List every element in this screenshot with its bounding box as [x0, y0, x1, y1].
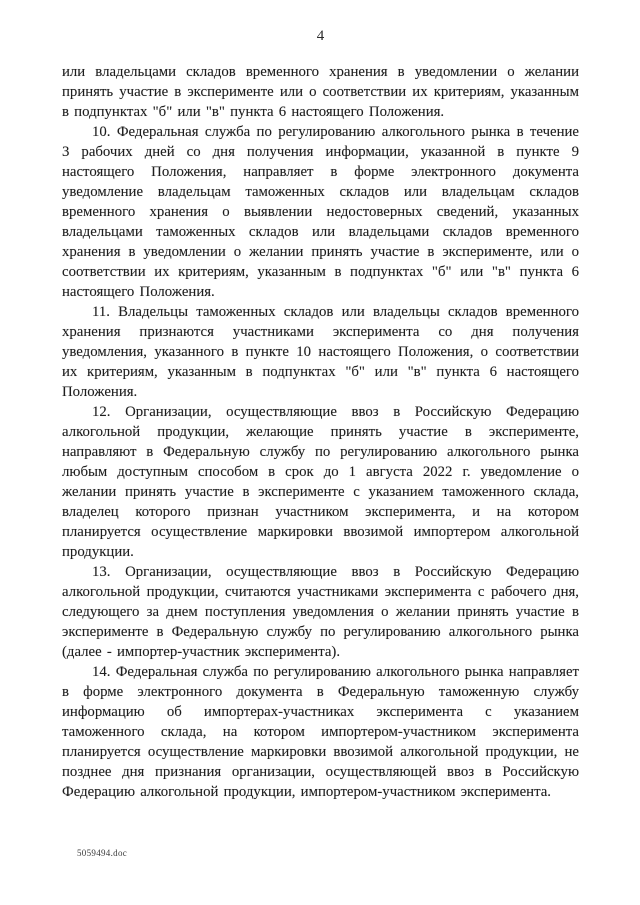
- paragraph: 11. Владельцы таможенных складов или владельцы складов временного хранения признаются участниками эксперимента со дня получения уведомления, указанного в пункте 10 настоящего Положения, о соответствии их критериям, указанным в подпунктах "б" или "в" пункта 6 настоящего Положения.: [62, 304, 579, 400]
- paragraph: 10. Федеральная служба по регулированию алкогольного рынка в течение 3 рабочих дней со дня получения информации, указанной в пункте 9 настоящего Положения, направляет в форме электронного документа уведомление владельцам таможенных складов или владельцам складов временного хранения о выявлении недостоверных сведений, указанных владельцами таможенных складов или владельцами складов временного хранения в уведомлении о желании принять участие в эксперименте, или о соответствии их критериям, указанным в подпунктах "б" или "в" пункта 6 настоящего Положения.: [62, 124, 579, 300]
- page-number: 4: [316, 28, 325, 44]
- paragraph: 14. Федеральная служба по регулированию алкогольного рынка направляет в форме электронного документа в Федеральную таможенную службу информацию об импортерах-участниках эксперимента с указанием таможенного склада, на котором импортером-участником эксперимента планируется осуществление маркировки ввозимой алкогольной продукции, не позднее дня признания организации, осуществляющей ввоз в Российскую Федерацию алкогольной продукции, импортером-участником эксперимента.: [62, 664, 579, 800]
- footer-filename: 5059494.doc: [77, 848, 128, 858]
- paragraph: 13. Организации, осуществляющие ввоз в Российскую Федерацию алкогольной продукции, считаются участниками эксперимента с рабочего дня, следующего за днем поступления уведомления о желании принять участие в эксперименте в Федеральную службу по регулированию алкогольного рынка (далее - импортер-участник эксперимента).: [62, 564, 579, 660]
- paragraph: или владельцами складов временного хранения в уведомлении о желании принять участие в эксперименте или о соответствии их критериям, указанным в подпунктах "б" или "в" пункта 6 настоящего Положения.: [62, 64, 579, 120]
- document-body: [62, 62, 579, 802]
- paragraph: 12. Организации, осуществляющие ввоз в Российскую Федерацию алкогольной продукции, желающие принять участие в эксперименте, направляют в Федеральную службу по регулированию алкогольного рынка любым доступным способом в срок до 1 августа 2022 г. уведомление о желании принять участие в эксперименте с указанием таможенного склада, владелец которого признан участником эксперимента, и на котором планируется осуществление маркировки ввозимой импортером алкогольной продукции.: [62, 404, 579, 560]
